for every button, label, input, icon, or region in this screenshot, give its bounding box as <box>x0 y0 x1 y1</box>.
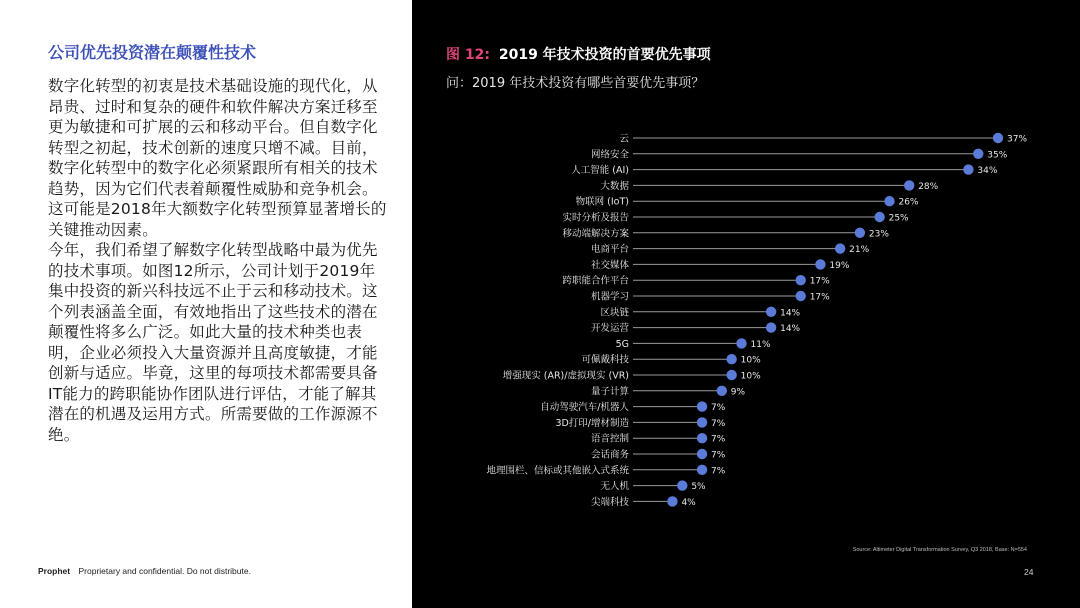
data-point <box>993 133 1003 143</box>
category-label: 3D打印/增材制造 <box>555 417 629 429</box>
data-point <box>697 433 707 443</box>
value-label: 34% <box>977 166 998 177</box>
category-label: 自动驾驶汽车/机器人 <box>540 402 629 414</box>
data-point <box>796 291 806 301</box>
category-label: 云 <box>619 133 629 145</box>
value-label: 17% <box>809 276 830 287</box>
figure-question: 问：2019 年技术投资有哪些首要优先事项？ <box>446 76 705 91</box>
data-point <box>736 338 746 348</box>
body-paragraph-2: 今年，我们希望了解数字化转型战略中最为优先的技术事项。如图12所示，公司计划于2019年集中投资的新兴科技远不止于云和移动技术。这个列表涵盖全面，有效地指出了这些技术的潜在颠覆性将多么广泛。如此大量的技术种类也表明，企业必须投入大量资源并且高度敏捷，才能创新与适应。毕竟，这里的每项技术都需要具备IT能力的跨职能协作团队进行评估，才能了解其潜在的机遇及运用方式。所需要做的工作源源不绝。 <box>48 241 378 444</box>
category-label: 人工智能 (AI) <box>571 165 629 177</box>
category-label: 可佩戴科技 <box>581 354 629 366</box>
category-label: 无人机 <box>600 481 629 493</box>
category-label: 会话商务 <box>590 449 629 461</box>
value-label: 25% <box>888 213 909 224</box>
category-label: 语音控制 <box>590 433 629 445</box>
data-point <box>815 259 825 269</box>
priority-chart <box>412 0 1080 608</box>
value-label: 23% <box>868 229 889 240</box>
value-label: 11% <box>750 339 771 350</box>
data-point <box>726 370 736 380</box>
value-label: 14% <box>780 308 801 319</box>
category-label: 网络安全 <box>590 149 629 161</box>
category-label: 量子计算 <box>590 386 629 398</box>
section-heading: 公司优先投资潜在颠覆性技术 <box>48 43 257 62</box>
value-label: 7% <box>711 434 726 445</box>
value-label: 5% <box>691 482 706 493</box>
category-label: 机器学习 <box>590 291 629 303</box>
value-label: 21% <box>849 245 870 256</box>
category-label: 地理围栏、信标或其他嵌入式系统 <box>486 465 629 477</box>
data-point <box>796 275 806 285</box>
value-label: 10% <box>740 371 761 382</box>
category-label: 5G <box>615 338 629 350</box>
data-point <box>677 480 687 490</box>
value-label: 10% <box>740 355 761 366</box>
category-label: 社交媒体 <box>590 259 629 271</box>
data-point <box>717 386 727 396</box>
footer-brand: Prophet <box>38 566 71 576</box>
data-point <box>855 228 865 238</box>
category-label: 实时分析及报告 <box>562 212 629 224</box>
category-label: 开发运营 <box>590 323 629 335</box>
value-label: 17% <box>809 292 830 303</box>
value-label: 28% <box>918 181 939 192</box>
value-label: 35% <box>987 150 1008 161</box>
category-label: 电商平台 <box>590 244 629 256</box>
figure-number: 图 12: <box>446 47 490 63</box>
category-label: 大数据 <box>600 180 629 192</box>
value-label: 19% <box>829 260 850 271</box>
data-point <box>667 496 677 506</box>
footer <box>38 566 251 576</box>
data-point <box>726 354 736 364</box>
data-point <box>874 212 884 222</box>
value-label: 7% <box>711 450 726 461</box>
category-label: 尖端科技 <box>590 496 629 508</box>
data-point <box>963 164 973 174</box>
value-label: 14% <box>780 324 801 335</box>
category-label: 增强现实 (AR)/虚拟现实 (VR) <box>502 370 629 382</box>
value-label: 26% <box>898 197 919 208</box>
category-label: 跨职能合作平台 <box>562 275 629 287</box>
data-point <box>766 322 776 332</box>
figure-title-text: 2019 年技术投资的首要优先事项 <box>498 47 711 63</box>
data-point <box>973 149 983 159</box>
value-label: 4% <box>681 497 696 508</box>
category-label: 移动端解决方案 <box>562 228 629 240</box>
data-point <box>697 449 707 459</box>
left-panel <box>0 0 412 608</box>
data-point <box>766 307 776 317</box>
data-point <box>697 401 707 411</box>
body-paragraph-1: 数字化转型的初衷是技术基础设施的现代化，从昂贵、过时和复杂的硬件和软件解决方案迁移至更为敏捷和可扩展的云和移动平台。但自数字化转型之初起，技术创新的速度只增不减。目前，数字化转型中的数字化必须紧跟所有相关的技术趋势，因为它们代表着颠覆性威胁和竞争机会。这可能是2018年大额数字化转型预算显著增长的关键推动因素。 <box>48 77 387 239</box>
value-label: 7% <box>711 403 726 414</box>
page-number: 24 <box>1024 567 1034 577</box>
value-label: 7% <box>711 466 726 477</box>
category-label: 区块链 <box>600 307 629 319</box>
value-label: 37% <box>1007 134 1028 145</box>
footer-notice: Proprietary and confidential. Do not distribute. <box>78 566 251 576</box>
source-note: Source: Altimeter Digital Transformation Survey, Q3 2018, Base: N=554 <box>852 547 1027 553</box>
value-label: 7% <box>711 418 726 429</box>
data-point <box>904 180 914 190</box>
data-point <box>697 417 707 427</box>
data-point <box>697 465 707 475</box>
data-point <box>884 196 894 206</box>
data-point <box>835 243 845 253</box>
category-label: 物联网 (IoT) <box>575 196 629 208</box>
value-label: 9% <box>730 387 746 398</box>
